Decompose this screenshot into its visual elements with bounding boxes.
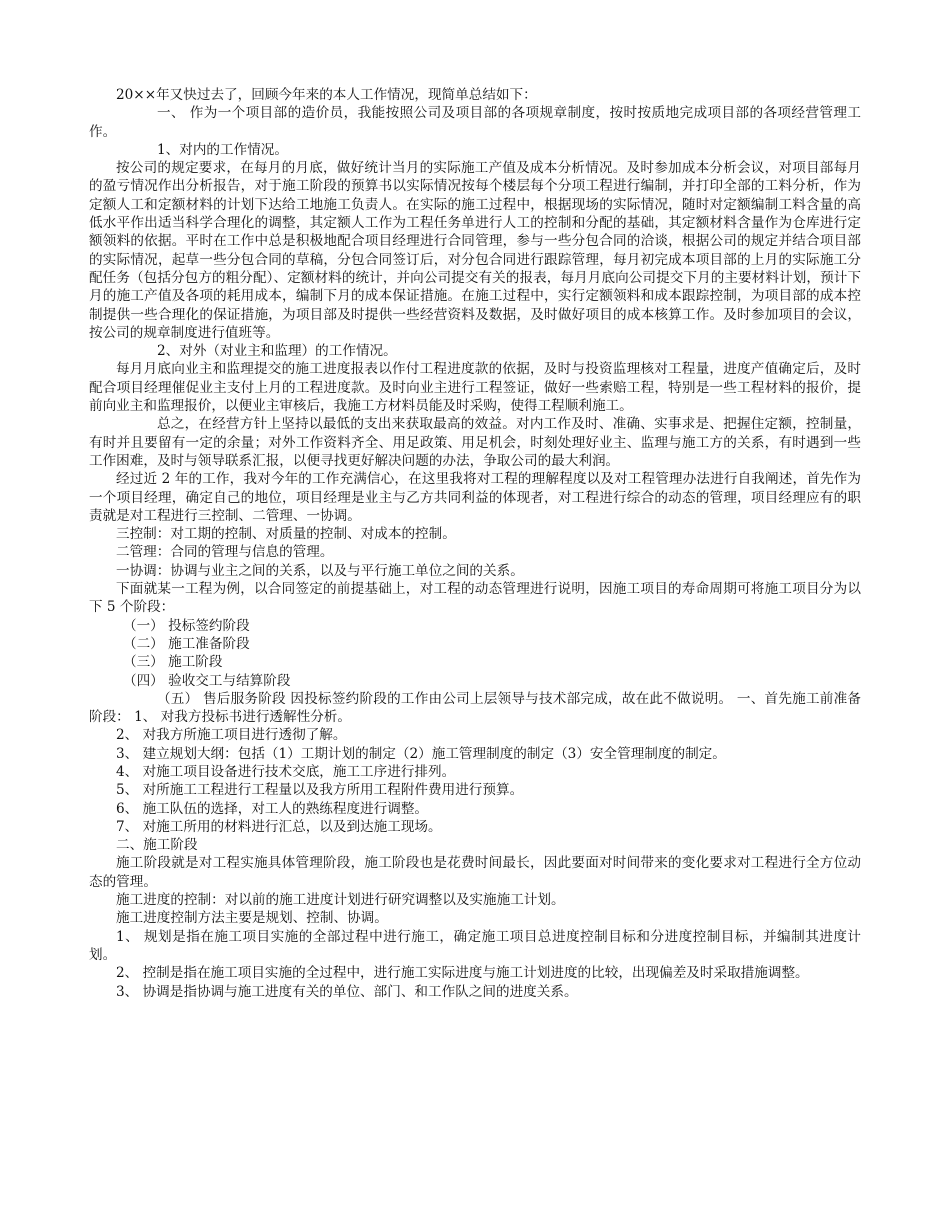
section-1-heading: 一、 作为一个项目部的造价员，我能按照公司及项目部的各项规章制度，按时按质地完成项目部的各项经营管理工作。	[89, 105, 861, 140]
schedule-methods-line: 施工进度控制方法主要是规划、控制、协调。	[116, 910, 388, 927]
stage-3-item: （三） 施工阶段	[123, 654, 223, 671]
schedule-control-line: 施工进度的控制：对以前的施工进度计划进行研究调整以及实施施工计划。	[116, 892, 565, 909]
prep-step-5: 5、 对所施工工程进行工程量以及我方所用工程附件费用进行预算。	[116, 782, 524, 799]
prep-step-3: 3、 建立规划大纲：包括（1）工期计划的制定（2）施工管理制度的制定（3）安全管理制度的制定。	[116, 745, 726, 762]
prep-step-7: 7、 对施工所用的材料进行汇总，以及到达施工现场。	[116, 818, 442, 835]
prep-step-2: 2、 对我方所施工项目进行透彻了解。	[116, 727, 347, 744]
internal-work-paragraph: 按公司的规定要求，在每月的月底，做好统计当月的实际施工产值及成本分析情况。及时参加成本分析会议，对项目部每月的盈亏情况作出分析报告，对于施工阶段的预算书以实际情况按每个楼层每个分项工程进行编制，并打印全部的工料分析，作为定额人工和定额材料的计划下达给工地施工负责人。在实际的施工过程中，根据现场的实际情况，随时对定额编制工料含量的高低水平作出适当科学合理化的调整，其定额人工作为工程任务单进行人工的控制和分配的基础，其定额材料含量作为仓库进行定额领料的依据。平时在工作中总是积极地配合项目经理进行合同管理，参与一些分包合同的洽谈，根据公司的规定并结合项目部的实际情况，起草一些分包合同的草稿，分包合同签订后，对分包合同进行跟踪管理，每月初完成本项目部的上月的实际施工分配任务（包括分包方的粗分配）、定额材料的统计，并向公司提交有关的报表，每月月底向公司提交下月的主要材料计划，预计下月的施工产值及各项的耗用成本，编制下月的成本保证措施。在施工过程中，实行定额领料和成本跟踪控制，为项目部的成本控制提供一些合理化的保证措施，为项目部及时提供一些经营资料及数据，及时做好项目的成本核算工作。及时参加项目的会议，按公司的规章制度进行值班等。	[89, 160, 861, 341]
three-controls-line: 三控制：对工期的控制、对质量的控制、对成本的控制。	[116, 526, 456, 543]
one-coordination-line: 一协调：协调与业主之间的关系，以及与平行施工单位之间的关系。	[116, 562, 524, 579]
method-control-item: 2、 控制是指在施工项目实施的全过程中，进行施工实际进度与施工计划进度的比较，出现偏差及时采取措施调整。	[116, 965, 809, 982]
stage-4-item: （四） 验收交工与结算阶段	[123, 672, 291, 689]
method-planning-item: 1、 规划是指在施工项目实施的全部过程中进行施工，确定施工项目总进度控制目标和分进度控制目标，并编制其进度计划。	[89, 928, 861, 963]
subsection-2-heading: 2、对外（对业主和监理）的工作情况。	[157, 343, 397, 360]
prep-step-6: 6、 施工队伍的选择，对工人的熟练程度进行调整。	[116, 800, 429, 817]
construction-stage-paragraph: 施工阶段就是对工程实施具体管理阶段，施工阶段也是花费时间最长，因此要面对时间带来的变化要求对工程进行全方位动态的管理。	[89, 855, 861, 890]
stage-1-item: （一） 投标签约阶段	[123, 617, 250, 634]
experience-paragraph: 经过近 2 年的工作，我对今年的工作充满信心，在这里我将对工程的理解程度以及对工程管理办法进行自我阐述，首先作为一个项目经理，确定自己的地位，项目经理是业主与乙方共同利益的体现者，对工程进行综合的动态的管理，项目经理应有的职责就是对工程进行三控制、二管理、一协调。	[89, 471, 861, 524]
method-coordination-item: 3、 协调是指协调与施工进度有关的单位、部门、和工作队之间的进度关系。	[116, 983, 578, 1000]
stage-5-item: （五） 售后服务阶段 因投标签约阶段的工作由公司上层领导与技术部完成，故在此不做说明。 一、首先施工前准备阶段： 1、 对我方投标书进行透解性分析。	[89, 690, 861, 726]
intro-paragraph: 20××年又快过去了，回顾今年来的本人工作情况，现简单总结如下：	[116, 87, 537, 103]
stage-2-item: （二） 施工准备阶段	[123, 635, 250, 652]
two-management-line: 二管理：合同的管理与信息的管理。	[116, 544, 334, 561]
stages-intro-paragraph: 下面就某一工程为例，以合同签定的前提基础上，对工程的动态管理进行说明，因施工项目的寿命周期可将施工项目分为以下 5 个阶段：	[89, 581, 861, 616]
document-body	[89, 86, 861, 1001]
prep-step-4: 4、 对施工项目设备进行技术交底，施工工序进行排列。	[116, 763, 456, 780]
external-work-paragraph: 每月月底向业主和监理提交的施工进度报表以作付工程进度款的依据，及时与投资监理核对工程量，进度产值确定后，及时配合项目经理催促业主支付上月的工程进度款。及时向业主进行工程签证，做好一些索赔工程，特别是一些工程材料的报价，提前向业主和监理报价，以便业主审核后，我施工方材料员能及时采购，使得工程顺利施工。	[89, 361, 861, 415]
section-2-heading: 二、施工阶段	[116, 837, 198, 854]
summary-paragraph: 总之，在经营方针上坚持以最低的支出来获取最高的效益。对内工作及时、准确、实事求是、把握住定额，控制量，有时并且要留有一定的余量；对外工作资料齐全、用足政策、用足机会，时刻处理好业主、监理与施工方的关系，有时遇到一些工作困难，及时与领导联系汇报，以便寻找更好解决问题的办法，争取公司的最大利润。	[89, 416, 861, 469]
subsection-1-heading: 1、对内的工作情况。	[157, 141, 288, 158]
